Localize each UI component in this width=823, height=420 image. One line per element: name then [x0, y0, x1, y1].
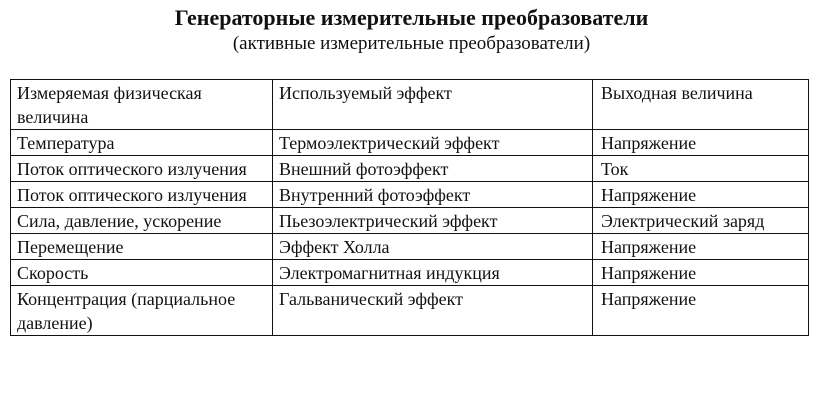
header-effect-used: Используемый эффект: [273, 80, 593, 130]
table-header-row: [11, 80, 809, 130]
cell-measured-quantity: Температура: [11, 130, 273, 156]
cell-measured-quantity: Перемещение: [11, 234, 273, 260]
cell-measured-quantity: Скорость: [11, 260, 273, 286]
transducers-table: [10, 79, 809, 336]
cell-effect-used: Внешний фотоэффект: [273, 156, 593, 182]
header-output-quantity: Выходная величина: [593, 80, 809, 130]
cell-output-quantity: Электрический заряд: [593, 208, 809, 234]
header-measured-quantity: Измеряемая физическая величина: [11, 80, 273, 130]
table-row: [11, 182, 809, 208]
cell-effect-used: Эффект Холла: [273, 234, 593, 260]
cell-effect-used: Гальванический эффект: [273, 286, 593, 336]
cell-measured-quantity: Сила, давление, ускорение: [11, 208, 273, 234]
cell-measured-quantity: Поток оптического излучения: [11, 182, 273, 208]
cell-effect-used: Внутренний фотоэффект: [273, 182, 593, 208]
cell-effect-used: Пьезоэлектрический эффект: [273, 208, 593, 234]
table-row: [11, 234, 809, 260]
cell-output-quantity: Напряжение: [593, 260, 809, 286]
page-title: Генераторные измерительные преобразователи: [174, 5, 649, 30]
cell-output-quantity: Напряжение: [593, 286, 809, 336]
page-subtitle: (активные измерительные преобразователи): [232, 33, 591, 54]
cell-effect-used: Электромагнитная индукция: [273, 260, 593, 286]
cell-output-quantity: Напряжение: [593, 182, 809, 208]
cell-output-quantity: Ток: [593, 156, 809, 182]
cell-output-quantity: Напряжение: [593, 234, 809, 260]
table-row: [11, 130, 809, 156]
table-row: [11, 156, 809, 182]
cell-output-quantity: Напряжение: [593, 130, 809, 156]
cell-effect-used: Термоэлектрический эффект: [273, 130, 593, 156]
table-row: [11, 286, 809, 336]
cell-measured-quantity: Поток оптического излучения: [11, 156, 273, 182]
table-row: [11, 260, 809, 286]
table-row: [11, 208, 809, 234]
cell-measured-quantity: Концентрация (парциальное давление): [11, 286, 273, 336]
